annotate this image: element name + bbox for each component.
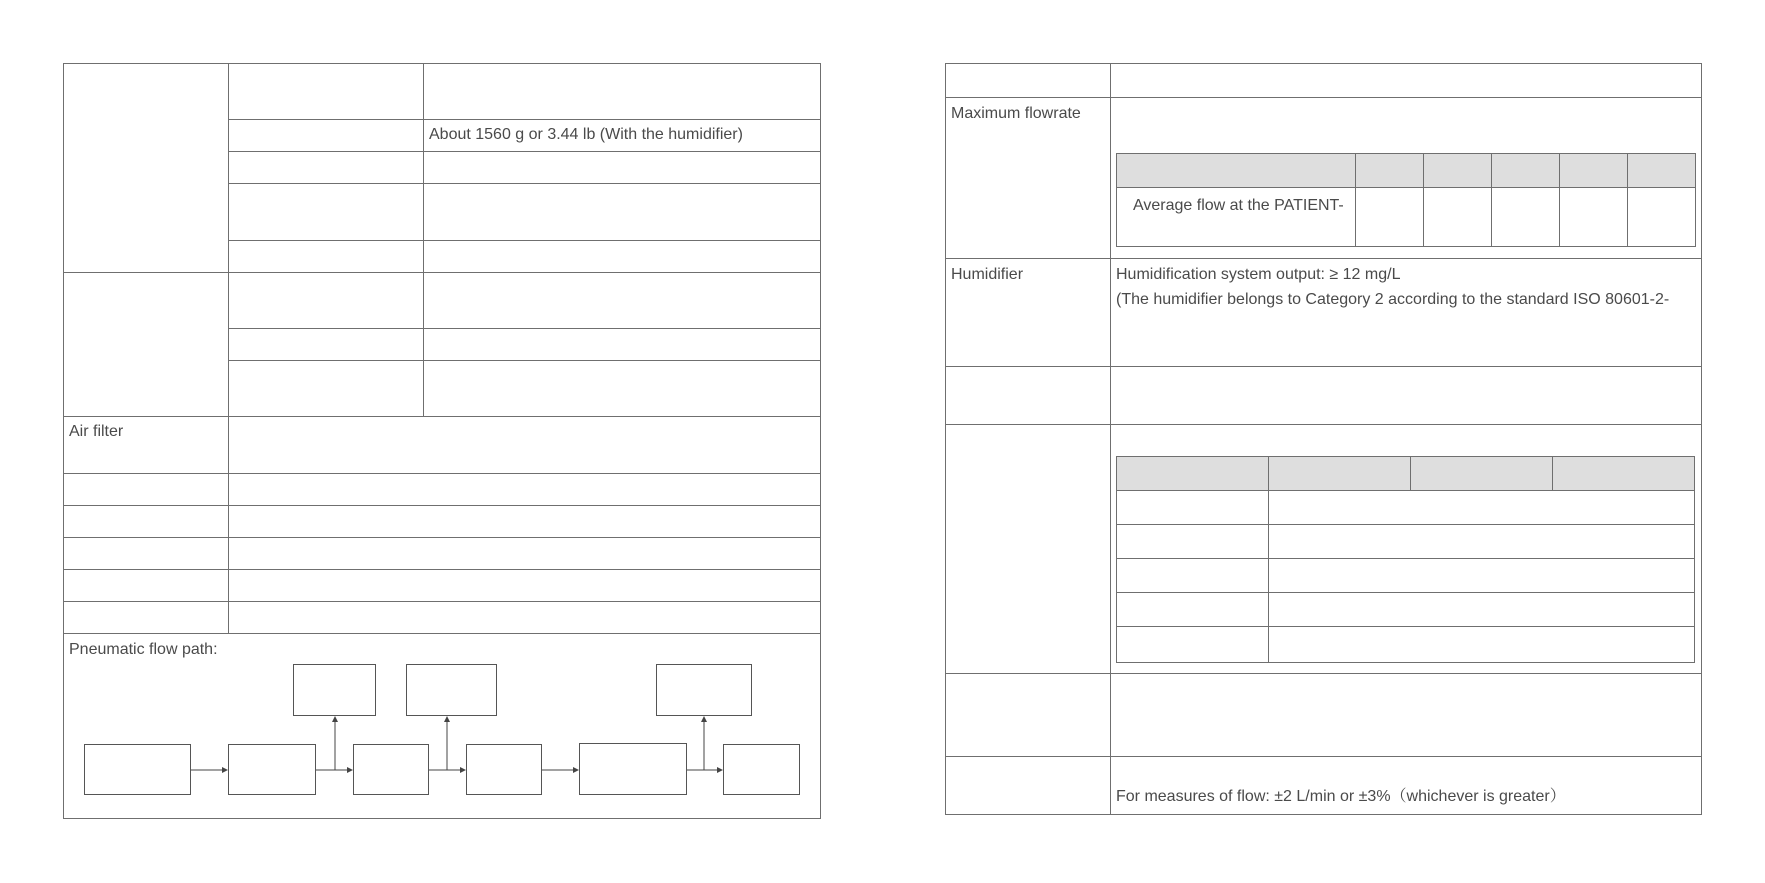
- max-flowrate-label: Maximum flowrate: [951, 105, 1081, 122]
- right-row5-value: [1110, 673, 1702, 757]
- right-row0-label: [945, 63, 1111, 98]
- grid-row1-value: [1268, 490, 1695, 525]
- flow-table-header-1: [1355, 153, 1424, 188]
- pneumatic-flow-label: Pneumatic flow path:: [69, 641, 218, 658]
- right-row4-label: [945, 424, 1111, 674]
- humidifier-category: (The humidifier belongs to Category 2 according to the standard ISO 80601-2-: [1116, 291, 1670, 308]
- flow-accuracy-text: For measures of flow: ±2 L/min or ±3%（whichever is greater）: [1116, 788, 1566, 805]
- flow-table-header-0: [1116, 153, 1356, 188]
- flow-table-cell-2: [1423, 187, 1492, 247]
- average-flow-label: Average flow at the PATIENT-: [1133, 197, 1344, 214]
- flow-table-header-4: [1559, 153, 1628, 188]
- flow-table-header-5: [1627, 153, 1696, 188]
- right-row3-label: [945, 366, 1111, 425]
- flow-table-header-2: [1423, 153, 1492, 188]
- grid-header-1: [1268, 456, 1411, 491]
- grid-row3-label: [1116, 558, 1269, 593]
- air-filter-label: Air filter: [69, 423, 124, 440]
- grid-row5-label: [1116, 626, 1269, 663]
- flow-table-cell-3: [1491, 187, 1560, 247]
- humidifier-output: Humidification system output: ≥ 12 mg/L: [1116, 266, 1401, 283]
- grid-header-3: [1552, 456, 1695, 491]
- grid-row1-label: [1116, 490, 1269, 525]
- right-row5-label: [945, 673, 1111, 757]
- flow-table-cell-4: [1559, 187, 1628, 247]
- grid-row4-label: [1116, 592, 1269, 627]
- flow-table-header-3: [1491, 153, 1560, 188]
- flow-table-cell-5: [1627, 187, 1696, 247]
- grid-header-0: [1116, 456, 1269, 491]
- flow-table-cell-1: [1355, 187, 1424, 247]
- grid-row2-label: [1116, 524, 1269, 559]
- grid-header-2: [1410, 456, 1553, 491]
- right-row0-value: [1110, 63, 1702, 98]
- grid-row3-value: [1268, 558, 1695, 593]
- grid-row4-value: [1268, 592, 1695, 627]
- grid-row2-value: [1268, 524, 1695, 559]
- grid-row5-value: [1268, 626, 1695, 663]
- right-row6-label: [945, 756, 1111, 815]
- weight-value-text: About 1560 g or 3.44 lb (With the humidifier): [429, 126, 743, 143]
- humidifier-label: Humidifier: [951, 266, 1024, 283]
- right-row3-value: [1110, 366, 1702, 425]
